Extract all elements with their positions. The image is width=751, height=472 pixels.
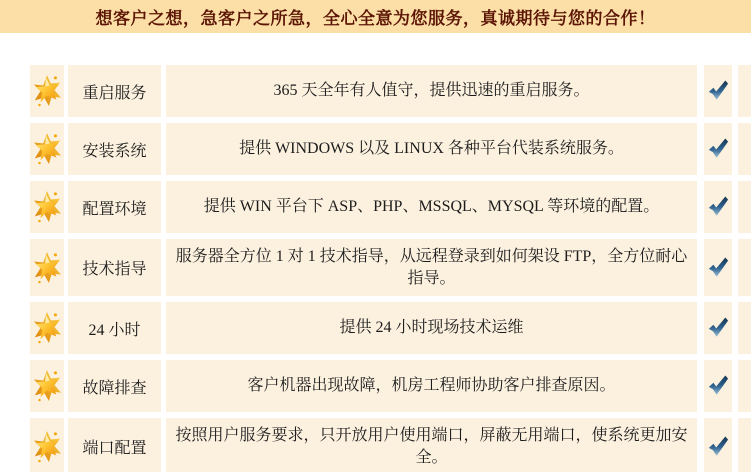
service-description: 按照用户服务要求，只开放用户使用端口，屏蔽无用端口，使系统更加安全。: [166, 418, 697, 472]
gold-star-icon: [30, 239, 64, 296]
gold-star-icon: [30, 123, 64, 175]
gold-star-icon: [30, 181, 64, 233]
service-description: 365 天全年有人值守，提供迅速的重启服务。: [166, 65, 697, 117]
service-description: 客户机器出现故障，机房工程师协助客户排查原因。: [166, 360, 697, 412]
table-row: [30, 239, 751, 296]
service-name: 重启服务: [68, 65, 161, 117]
gold-star-icon: [30, 418, 64, 472]
table-row: [30, 418, 751, 472]
row-extra-cell: [738, 360, 751, 412]
service-name: 故障排查: [68, 360, 161, 412]
service-name: 安装系统: [68, 123, 161, 175]
service-table: [0, 65, 751, 472]
slogan-banner: [0, 0, 751, 33]
service-description: 提供 WINDOWS 以及 LINUX 各种平台代装系统服务。: [166, 123, 697, 175]
gold-star-icon: [30, 65, 64, 117]
blue-check-icon: [704, 239, 732, 296]
blue-check-icon: [704, 302, 732, 354]
row-extra-cell: [738, 302, 751, 354]
slogan-text: 想客户之想，急客户之所急，全心全意为您服务，真诚期待与您的合作！: [95, 9, 656, 28]
service-name: 配置环境: [68, 181, 161, 233]
service-description: 提供 24 小时现场技术运维: [166, 302, 697, 354]
table-row: [30, 65, 751, 117]
service-description: 提供 WIN 平台下 ASP、PHP、MSSQL、MYSQL 等环境的配置。: [166, 181, 697, 233]
service-name: 端口配置: [68, 418, 161, 472]
service-description: 服务器全方位 1 对 1 技术指导，从远程登录到如何架设 FTP，全方位耐心指导。: [166, 239, 697, 296]
blue-check-icon: [704, 65, 732, 117]
service-name: 24 小时: [68, 302, 161, 354]
blue-check-icon: [704, 418, 732, 472]
blue-check-icon: [704, 360, 732, 412]
gold-star-icon: [30, 302, 64, 354]
blue-check-icon: [704, 181, 732, 233]
row-extra-cell: [738, 239, 751, 296]
row-extra-cell: [738, 123, 751, 175]
table-row: [30, 302, 751, 354]
row-extra-cell: [738, 181, 751, 233]
service-name: 技术指导: [68, 239, 161, 296]
table-row: [30, 123, 751, 175]
gold-star-icon: [30, 360, 64, 412]
table-row: [30, 181, 751, 233]
table-row: [30, 360, 751, 412]
row-extra-cell: [738, 65, 751, 117]
blue-check-icon: [704, 123, 732, 175]
row-extra-cell: [738, 418, 751, 472]
